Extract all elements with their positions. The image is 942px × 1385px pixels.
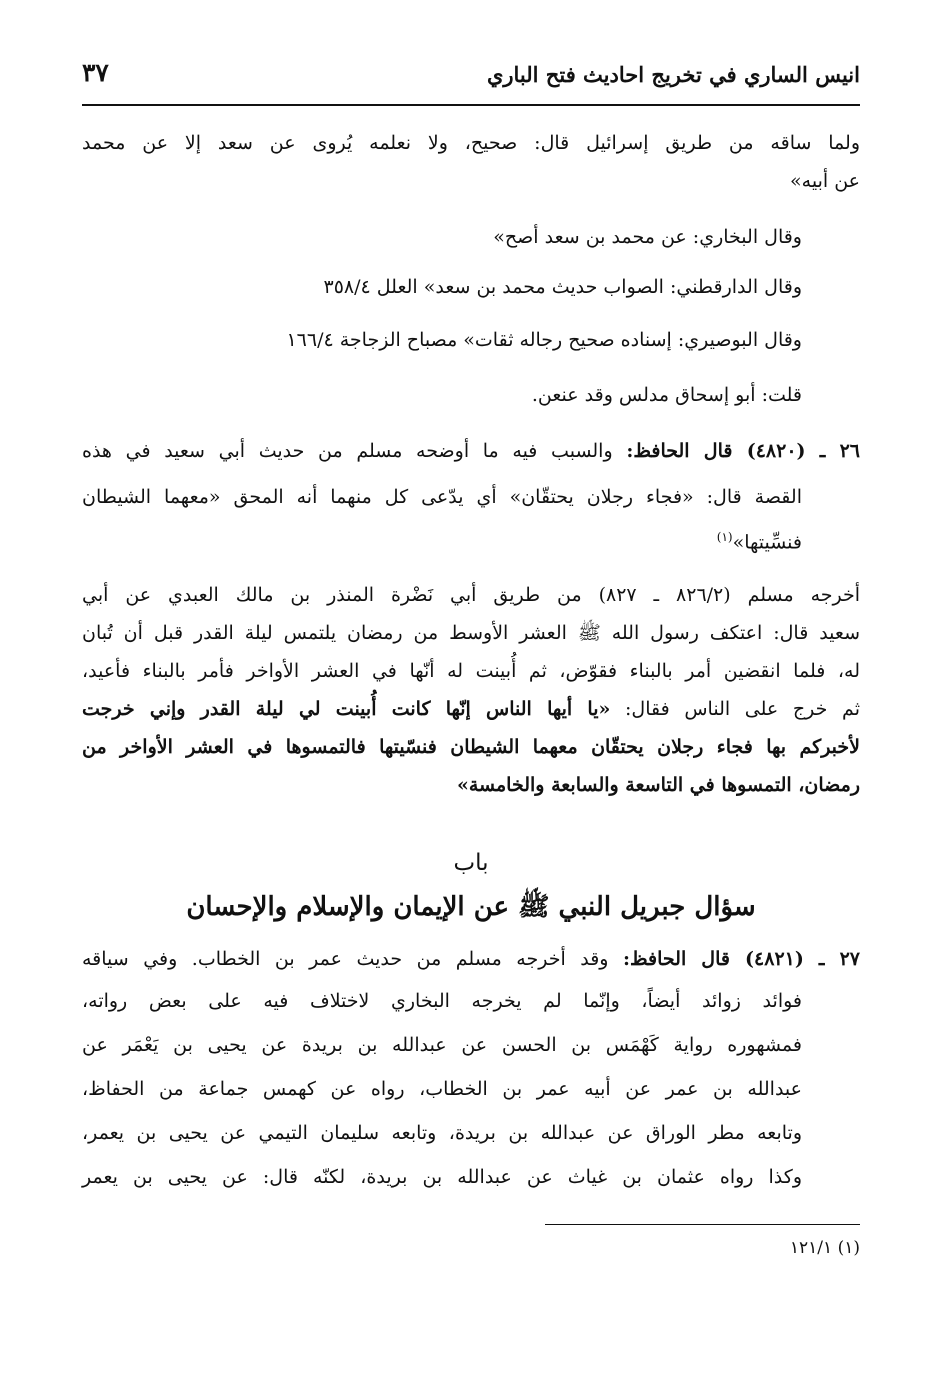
takhrij-line-2: سعيد قال: اعتكف رسول الله ﷺ العشر الأوسط من رمضان يلتمس ليلة القدر قبل أن تُبان: [82, 622, 860, 644]
entry-26-text-3: فنسِّيتها»: [732, 531, 802, 554]
takhrij-line-5: لأخبركم بها فجاء رجلان يحتقّان معهما الشيطان فنسّيتها فالتمسوها في العشر الأواخر من: [82, 736, 860, 758]
takhrij-line-4-hadith: «يا أيها الناس إنّها كانت أُبينت لي ليلة القدر وإني خرجت: [82, 698, 611, 720]
entry-27-heading: ٢٧ ـ (٤٨٢١) قال الحافظ:: [622, 948, 860, 970]
body-line-2: عن أبيه»: [790, 170, 860, 192]
entry-27-line-3: فمشهوره رواية كَهْمَس بن الحسن عن عبدالله بن بريدة عن يحيى بن يَعْمَر عن: [82, 1034, 802, 1056]
entry-26-text-1: والسبب فيه ما أوضحه مسلم من حديث أبي سعيد في هذه: [82, 440, 613, 462]
entry-26-line-1: [82, 436, 860, 466]
header-divider: [82, 104, 860, 106]
takhrij-line-4-lead: ثم خرج على الناس فقال:: [625, 698, 860, 720]
footnote-divider: [545, 1224, 860, 1225]
entry-26-heading: ٢٦ ـ (٤٨٢٠) قال الحافظ:: [626, 440, 860, 462]
quote-bukhari: وقال البخاري: عن محمد بن سعد أصح»: [493, 226, 802, 248]
quote-daraqutni: وقال الدارقطني: الصواب حديث محمد بن سعد» العلل ٣٥٨/٤: [323, 276, 802, 298]
note-abu-ishaq: قلت: أبو إسحاق مدلس وقد عنعن.: [531, 384, 802, 406]
footnote-marker: (١): [716, 530, 733, 544]
chapter-title: سؤال جبريل النبي ﷺ عن الإيمان والإسلام والإحسان: [186, 892, 756, 922]
takhrij-line-6: رمضان، التمسوها في التاسعة والسابعة والخامسة»: [456, 774, 860, 796]
entry-27-line-6: وكذا رواه عثمان بن غياث عن عبدالله بن بريدة، لكنّه قال: عن يحيى بن يعمر: [82, 1166, 802, 1188]
page-number: ٣٧: [82, 58, 109, 87]
entry-27-line-5: وتابعه مطر الوراق عن عبدالله بن بريدة، وتابعه سليمان التيمي عن يحيى بن يعمر،: [82, 1122, 802, 1144]
takhrij-line-4: [82, 694, 860, 724]
quote-busiri: وقال البوصيري: إسناده صحيح رجاله ثقات» مصباح الزجاجة ١٦٦/٤: [286, 329, 802, 351]
body-line-1: ولما ساقه من طريق إسرائيل قال: صحيح، ولا نعلمه يُروى عن سعد إلا عن محمد: [82, 132, 860, 154]
entry-26-line-3: [82, 522, 802, 557]
takhrij-line-3: له، فلما انقضين أمر بالبناء فقوّض، ثم أُبينت له أنّها في العشر الأواخر فأمر بالبناء فأعيد،: [82, 660, 860, 682]
entry-27-line-1: [82, 944, 860, 974]
entry-26-line-2: القصة قال: «فجاء رجلان يحتقّان» أي يدّعى كل منهما أنه المحق «معهما الشيطان: [82, 486, 802, 508]
chapter-label: باب: [453, 850, 489, 876]
entry-27-line-2: فوائد زوائد أيضاً، وإنّما لم يخرجه البخاري لاختلاف فيه على بعض رواته،: [82, 990, 802, 1012]
entry-27-text-1: وقد أخرجه مسلم من حديث عمر بن الخطاب. وفي سياقه: [82, 948, 609, 970]
takhrij-line-1: أخرجه مسلم (٨٢٦/٢ ـ ٨٢٧) من طريق أبي نَضْرة المنذر بن مالك العبدي عن أبي: [82, 584, 861, 606]
entry-27-line-4: عبدالله بن عمر عن أبيه عمر بن الخطاب، رواه عن كهمس جماعة من الحفاظ،: [82, 1078, 802, 1100]
running-header-title: انيس الساري في تخريج احاديث فتح الباري: [486, 62, 860, 87]
footnote: (١) ١٢١/١: [789, 1238, 860, 1258]
